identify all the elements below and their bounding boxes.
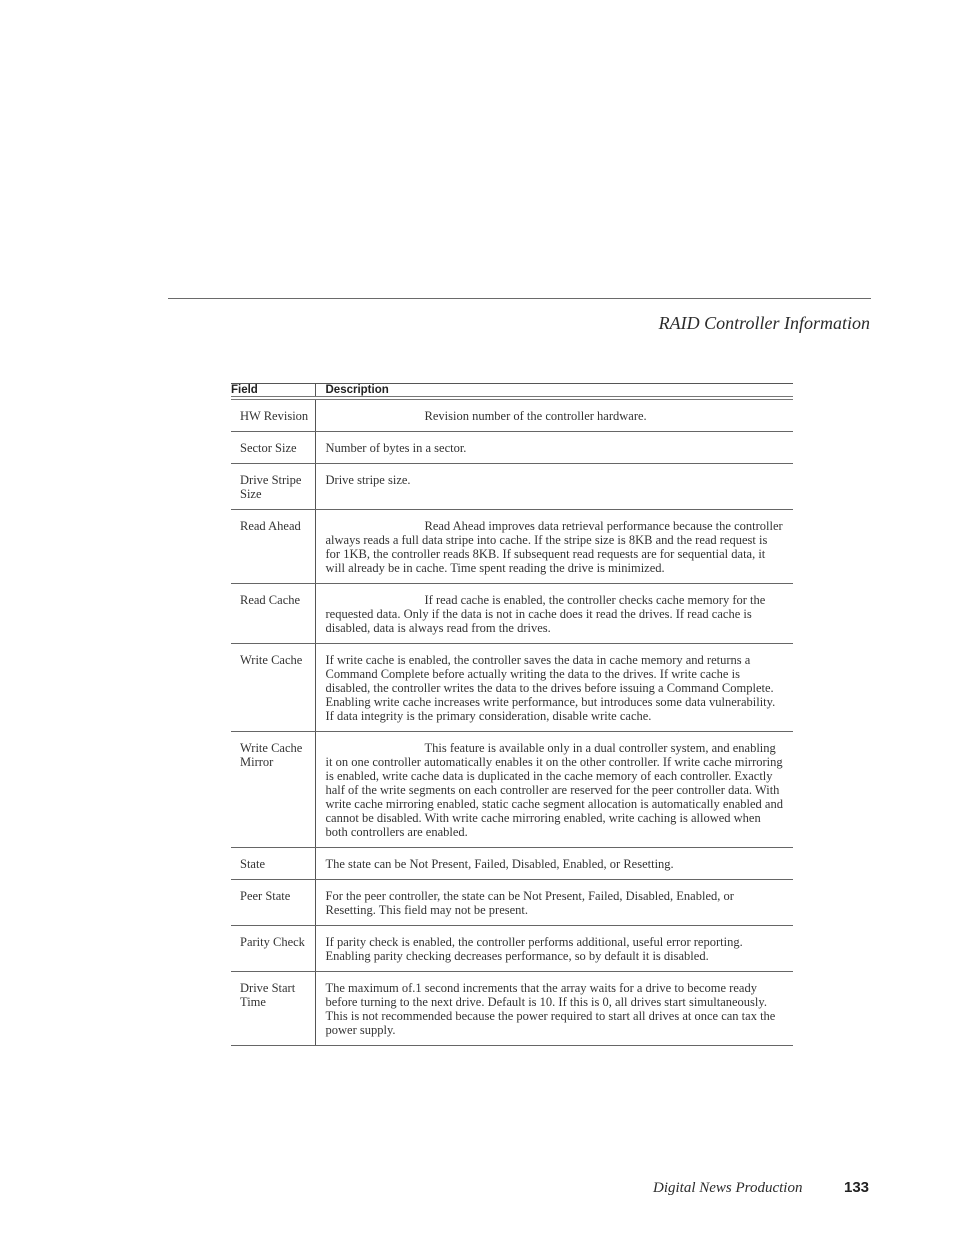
field-description [315,584,793,644]
table-row [231,644,793,732]
description-text: Number of bytes in a sector. [325,441,467,455]
table-row [231,510,793,584]
field-description [315,644,793,732]
field-name: Sector Size [231,432,315,464]
field-description [315,432,793,464]
field-description [315,732,793,848]
field-description [315,398,793,432]
table-row [231,732,793,848]
description-text: This feature is available only in a dual controller system, and enabling it on one controller automatically enables it on the other controller. If write cache mirroring is enabled, write cache data is duplicated in the cache memory of each controller. Exactly half of the write segments on each controller are reserved for the peer controller data. With write cache mirroring enabled, static cache segment allocation is automatically enabled and cannot be disabled. With write cache mirroring enabled, write caching is allowed when both controllers are enabled. [325,741,783,839]
table-row [231,972,793,1046]
description-text: For the peer controller, the state can be Not Present, Failed, Disabled, Enabled, or Resetting. This field may not be present. [325,889,734,917]
description-text: If read cache is enabled, the controller checks cache memory for the requested data. Only if the data is not in cache does it read the drives. If read cache is disabled, data is always read from the drives. [325,593,766,635]
header-rule [168,298,871,299]
field-description [315,848,793,880]
description-text: If write cache is enabled, the controller saves the data in cache memory and returns a Command Complete before actually writing the data to the drives. If write cache is disabled, the controller writes the data to the drives before issuing a Command Complete. Enabling write cache increases write performance, but introduces some data vulnerability. If data integrity is the primary consideration, disable write cache. [325,653,776,723]
footer-title: Digital News Production [653,1180,803,1196]
field-description [315,510,793,584]
field-description [315,464,793,510]
table-row [231,432,793,464]
table-row [231,584,793,644]
field-name: HW Revision [231,398,315,432]
table-row [231,398,793,432]
description-text: The maximum of.1 second increments that the array waits for a drive to become ready before turning to the next drive. Default is 10. If this is 0, all drives start simultaneously. This is not recommended because the power required to start all drives at once can tax the power supply. [325,981,776,1037]
description-text: Drive stripe size. [325,473,411,487]
field-name: Drive Start Time [231,972,315,1046]
description-text: Revision number of the controller hardware. [424,409,647,423]
column-header-field: Field [231,384,315,399]
field-description [315,880,793,926]
column-header-description: Description [315,384,793,399]
field-name: Write Cache [231,644,315,732]
description-text: If parity check is enabled, the controller performs additional, useful error reporting. Enabling parity checking decreases performance, so by default it is disabled. [325,935,743,963]
table-header-row [231,384,793,399]
page-number: 133 [844,1179,870,1196]
field-description [315,972,793,1046]
field-name: State [231,848,315,880]
field-name: Write Cache Mirror [231,732,315,848]
field-name: Read Ahead [231,510,315,584]
field-name: Drive Stripe Size [231,464,315,510]
table-row [231,880,793,926]
table-row [231,848,793,880]
running-head: RAID Controller Information [658,313,870,333]
field-name: Peer State [231,880,315,926]
table-row [231,926,793,972]
description-text: The state can be Not Present, Failed, Disabled, Enabled, or Resetting. [325,857,674,871]
description-text: Read Ahead improves data retrieval performance because the controller always reads a full data stripe into cache. If the stripe size is 8KB and the read request is for 1KB, the controller reads 8KB. If subsequent read requests are for sequential data, it will already be in cache. Time spent reading the drive is minimized. [325,519,783,575]
field-name: Read Cache [231,584,315,644]
field-description [315,926,793,972]
field-description-table [231,383,793,1046]
table-row [231,464,793,510]
field-name: Parity Check [231,926,315,972]
